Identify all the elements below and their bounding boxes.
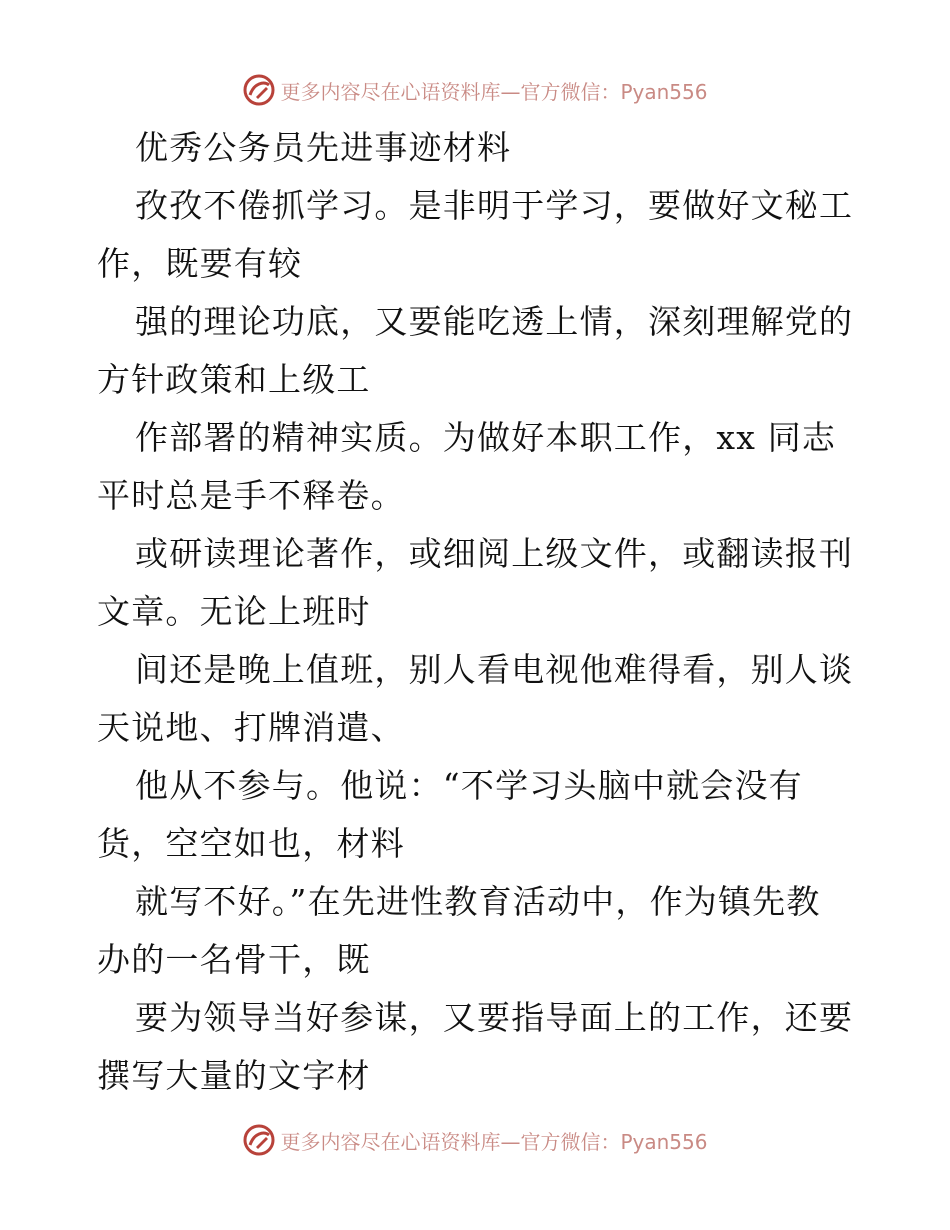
footer-watermark: [0, 1120, 950, 1160]
swirl-pen-logo-icon: [242, 1123, 276, 1157]
paragraph-line: 要为领导当好参谋，又要指导面上的工作，还要: [135, 998, 854, 1037]
paragraph-line: 作，既要有较: [97, 244, 303, 283]
header-watermark: [0, 70, 950, 110]
paragraph-line: 天说地、打牌消遣、: [97, 708, 405, 747]
document-title: 优秀公务员先进事迹材料: [135, 128, 512, 167]
paragraph-line: 他从不参与。他说：“不学习头脑中就会没有: [135, 766, 803, 805]
paragraph-line: 办的一名骨干，既: [97, 940, 371, 979]
paragraph-line: 货，空空如也，材料: [97, 824, 405, 863]
watermark-text: 更多内容尽在心语资料库—官方微信：Pyan556: [280, 1129, 708, 1154]
paragraph-line: 就写不好。”在先进性教育活动中，作为镇先教: [135, 882, 821, 921]
paragraph-line: 孜孜不倦抓学习。是非明于学习，要做好文秘工: [135, 186, 854, 225]
watermark-text: 更多内容尽在心语资料库—官方微信：Pyan556: [280, 79, 708, 104]
swirl-pen-logo-icon: [242, 73, 276, 107]
paragraph-line: 或研读理论著作，或细阅上级文件，或翻读报刊: [135, 534, 854, 573]
paragraph-line: 平时总是手不释卷。: [97, 476, 405, 515]
paragraph-line: 强的理论功底，又要能吃透上情，深刻理解党的: [135, 302, 854, 341]
paragraph-line: 撰写大量的文字材: [97, 1056, 371, 1095]
paragraph-line: 方针政策和上级工: [97, 360, 371, 399]
paragraph-line: 作部署的精神实质。为做好本职工作，xx 同志: [135, 418, 837, 457]
paragraph-line: 间还是晚上值班，别人看电视他难得看，别人谈: [135, 650, 854, 689]
paragraph-line: 文章。无论上班时: [97, 592, 371, 631]
